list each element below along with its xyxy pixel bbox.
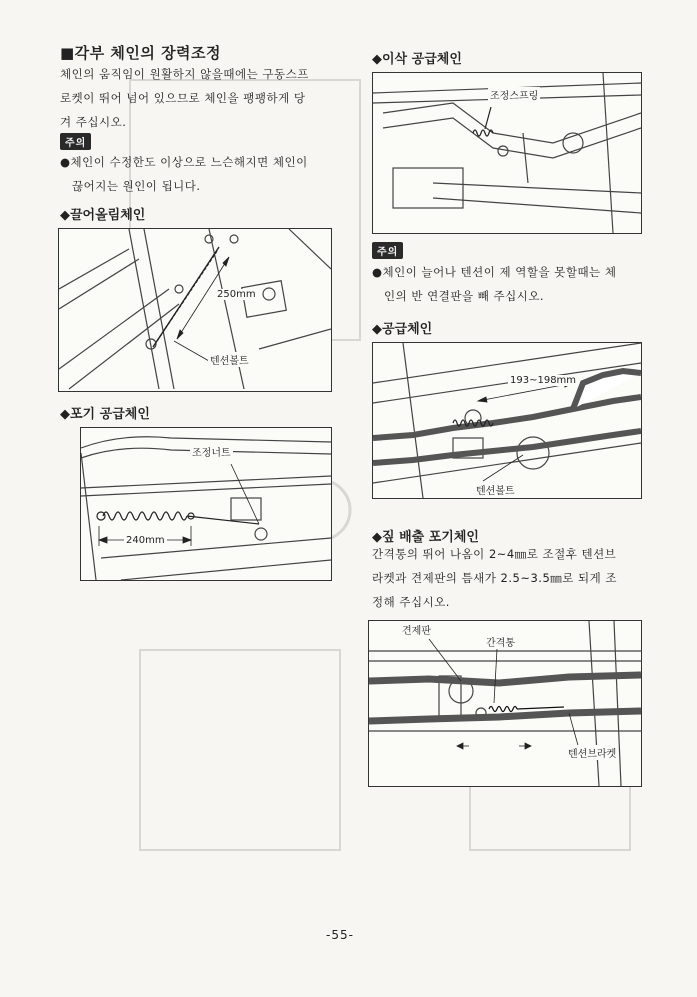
caution-line: ●체인이 수정한도 이상으로 느슨해지면 체인이 <box>60 155 308 169</box>
supply-chain-illustration <box>373 343 641 498</box>
supply-chain-figure <box>372 342 642 499</box>
lifting-chain-illustration <box>59 229 331 391</box>
intro-line: 로켓이 뛰어 넘어 있으므로 체인을 팽팽하게 당 <box>60 91 306 105</box>
caution-badge: 주의 <box>372 242 403 259</box>
straw-discharge-instructions <box>372 542 672 614</box>
figure-heading: ◆이삭 공급체인 <box>372 52 462 67</box>
callout-spacer-tube: 간격통 <box>484 634 517 649</box>
intro-paragraph <box>60 62 350 134</box>
instruction-line: 간격통의 뛰어 나옴이 2~4㎜로 조절후 텐션브 <box>372 547 617 561</box>
caution-badge: 주의 <box>60 133 91 150</box>
intro-line: 겨 주십시오. <box>60 115 127 129</box>
page-number: -55- <box>326 928 354 942</box>
callout-adjusting-spring: 조정스프링 <box>488 87 540 102</box>
caution-text <box>372 260 672 308</box>
caution-line: ●체인이 늘어나 텐션이 제 역할을 못할때는 체 <box>372 265 617 279</box>
instruction-line: 정해 주십시오. <box>372 595 450 609</box>
callout-adjusting-nut: 조정너트 <box>190 444 233 459</box>
figure-heading: ◆포기 공급체인 <box>60 407 150 422</box>
callout-tension-bolt: 텐션볼트 <box>208 352 251 367</box>
dimension-label: 193~198mm <box>510 375 577 386</box>
caution-line: 인의 반 연결판을 빼 주십시오. <box>384 289 545 303</box>
figure-heading: ◆공급체인 <box>372 322 433 337</box>
section-heading: ■각부 체인의 장력조정 <box>60 44 222 62</box>
callout-tension-bolt: 텐션볼트 <box>474 482 517 497</box>
dimension-label: 250mm <box>217 289 256 300</box>
callout-guide-plate: 견제판 <box>400 622 433 637</box>
figure-heading: ◆끌어올림체인 <box>60 208 146 223</box>
caution-line: 끊어지는 원인이 됩니다. <box>72 179 201 193</box>
caution-text <box>60 150 350 198</box>
instruction-line: 라켓과 견제판의 틈새가 2.5~3.5㎜로 되게 조 <box>372 571 618 585</box>
callout-tension-bracket: 텐션브라켓 <box>566 745 618 760</box>
dimension-label: 240mm <box>126 535 165 546</box>
lifting-chain-figure <box>58 228 332 392</box>
figure-heading: ◆짚 배출 포기체인 <box>372 530 479 545</box>
intro-line: 체인의 움직임이 원활하지 않을때에는 구동스프 <box>60 67 309 81</box>
